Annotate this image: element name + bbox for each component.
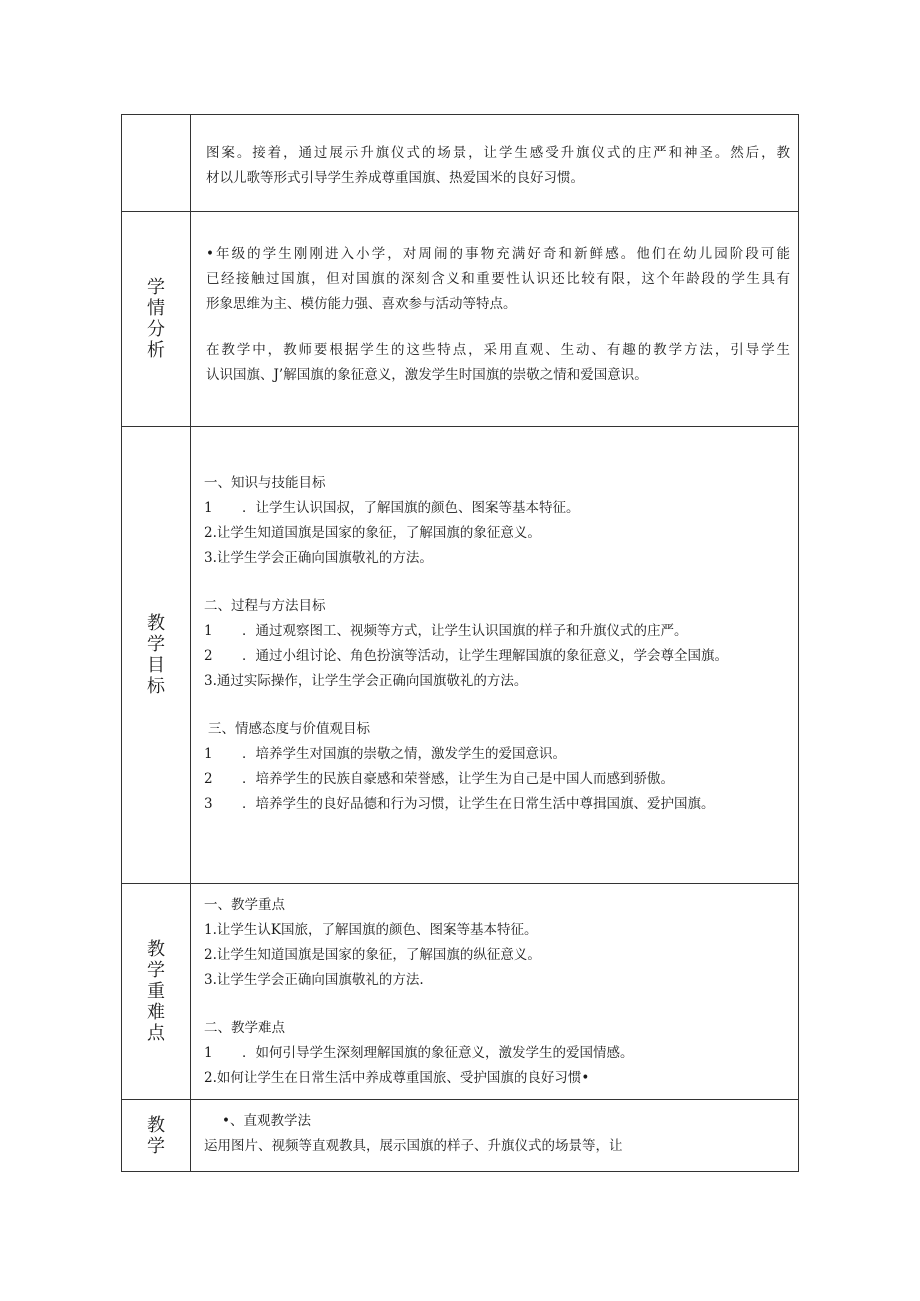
text-line: 图案。接着，通过展示升旗仪式的场景，让学生感受升旗仪式的庄严和神圣。然后，教 <box>206 145 790 161</box>
content-cell-methods <box>191 1100 799 1172</box>
item-number: 2 <box>204 771 213 787</box>
label-cell-objectives <box>122 427 191 884</box>
item-text: ．如何引导学生深刻理解国旗的象征意义，激发学生的爱国情感。 <box>242 1045 634 1061</box>
item-text: ．让学生认识国叔，了解国旗的颜色、图案等基本特征。 <box>242 500 580 516</box>
paragraph-line: 在教学中，教师要根据学生的这些特点，采用直观、生动、有趣的教学方法，引导学生 <box>206 342 790 358</box>
list-item <box>204 521 790 546</box>
item-text: 3.让学生学会正确向国旗敬礼的方法。 <box>204 550 433 566</box>
list-item <box>204 669 790 694</box>
section-heading: 二、过程与方法目标 <box>204 598 326 614</box>
paragraph-line: •年级的学生刚刚进入小学，对周闹的事物充满好奇和新鲜感。他们在幼儿园阶段可能 <box>206 246 790 262</box>
row-key-points <box>122 884 799 1100</box>
list-item <box>204 644 790 669</box>
label-char: 目 <box>147 655 165 676</box>
label-char: 学 <box>147 1135 165 1157</box>
label-char: 点 <box>147 1023 165 1044</box>
row-continuation <box>122 115 799 212</box>
label-char: 重 <box>147 981 165 1002</box>
content-cell-continuation <box>191 115 799 212</box>
item-text: ．培养学生对国旗的崇敬之情，激发学生的爱国意识。 <box>242 746 566 762</box>
paragraph-line: 认识国旗、J’解国旗的象征意义，激发学生时国旗的崇敬之情和爱国意识。 <box>206 367 648 383</box>
label-char: 学 <box>147 960 165 981</box>
item-text: ．培养学生的民族自豪感和荣誉感，让学生为自己是中国人而感到骄傲。 <box>242 771 674 787</box>
item-number: 1 <box>204 500 213 516</box>
content-cell-key-points <box>191 884 799 1100</box>
label-char: 析 <box>147 340 165 361</box>
label-cell-student-analysis <box>122 212 191 427</box>
label-char: 教 <box>147 1114 165 1136</box>
lesson-plan-table <box>121 114 799 1172</box>
item-text: 2.让学生知道国旗是国家的象征，了解国旗的纵征意义。 <box>204 947 541 963</box>
row-methods <box>122 1100 799 1172</box>
item-text: ．培养学生的良好品德和行为习惯，让学生在日常生活中尊揖国旗、爱护国旗。 <box>242 796 715 812</box>
list-item <box>204 496 790 521</box>
section-heading: 一、知识与技能目标 <box>204 475 326 491</box>
item-text: ．通过小组讨论、角色扮演等活动，让学生理解国旗的象征意义，学会尊全国旗。 <box>242 648 728 664</box>
item-text: 3.让学生学会正确向国旗敬礼的方法. <box>204 972 424 988</box>
section-heading: •、直观教学法 <box>222 1113 311 1129</box>
list-item <box>204 968 790 993</box>
section-heading: 一、教学重点 <box>204 897 285 913</box>
item-number: 1 <box>204 746 213 762</box>
label-char: 学 <box>147 277 165 298</box>
item-number: 1 <box>204 1045 213 1061</box>
list-item <box>204 1041 790 1066</box>
label-char: 难 <box>147 1002 165 1023</box>
label-cell-empty <box>122 115 191 212</box>
paragraph-line: 形象思维为主、模仿能力强、喜欢参与活动等特点。 <box>206 296 517 312</box>
row-student-analysis <box>122 212 799 427</box>
list-item <box>204 792 790 817</box>
label-char: 教 <box>147 613 165 634</box>
label-char: 教 <box>147 939 165 960</box>
label-char: 分 <box>147 319 165 340</box>
row-objectives <box>122 427 799 884</box>
label-char: 标 <box>147 676 165 697</box>
label-cell-methods <box>122 1100 191 1172</box>
content-cell-objectives <box>191 427 799 884</box>
list-item <box>204 546 790 571</box>
list-item <box>204 918 790 943</box>
section-heading: 二、教学难点 <box>204 1020 285 1036</box>
item-text: 2.如何让学生在日常生活中养成尊重国旅、受护国旗的良好习惯• <box>204 1070 590 1086</box>
section-heading: 三、情感态度与价值观目标 <box>208 721 370 737</box>
list-item <box>204 742 790 767</box>
item-number: 1 <box>204 623 213 639</box>
item-text: ．通过观察图工、视频等方式，让学生认识国旗的样子和升旗仪式的庄严。 <box>242 623 688 639</box>
text-line: 材以儿歌等形式引导学生养成尊重国旗、热爱国米的良好习惯。 <box>206 170 584 186</box>
item-number: 2 <box>204 648 213 664</box>
list-item <box>204 943 790 968</box>
list-item <box>204 619 790 644</box>
item-text: 1.让学生认K国旅，了解国旗的颜色、图案等基本特征。 <box>204 922 538 938</box>
item-text: 2.让学生知道国旗是国家的象征，了解国旗的象征意义。 <box>204 525 541 541</box>
label-char: 学 <box>147 634 165 655</box>
paragraph-line: 已经接触过国旗，但对国旗的深刻含义和重要性认识还比较有限，这个年龄段的学生具有 <box>206 271 790 287</box>
label-cell-key-points <box>122 884 191 1100</box>
content-cell-student-analysis <box>191 212 799 427</box>
label-char: 情 <box>147 298 165 319</box>
list-item <box>204 1066 790 1091</box>
list-item <box>204 767 790 792</box>
text-line: 运用图片、视频等直观教具，展示国旗的样子、升旗仪式的场景等，让 <box>204 1138 623 1154</box>
item-number: 3 <box>204 796 213 812</box>
item-text: 3.通过实际操作，让学生学会正确向国旗敬礼的方法。 <box>204 673 528 689</box>
